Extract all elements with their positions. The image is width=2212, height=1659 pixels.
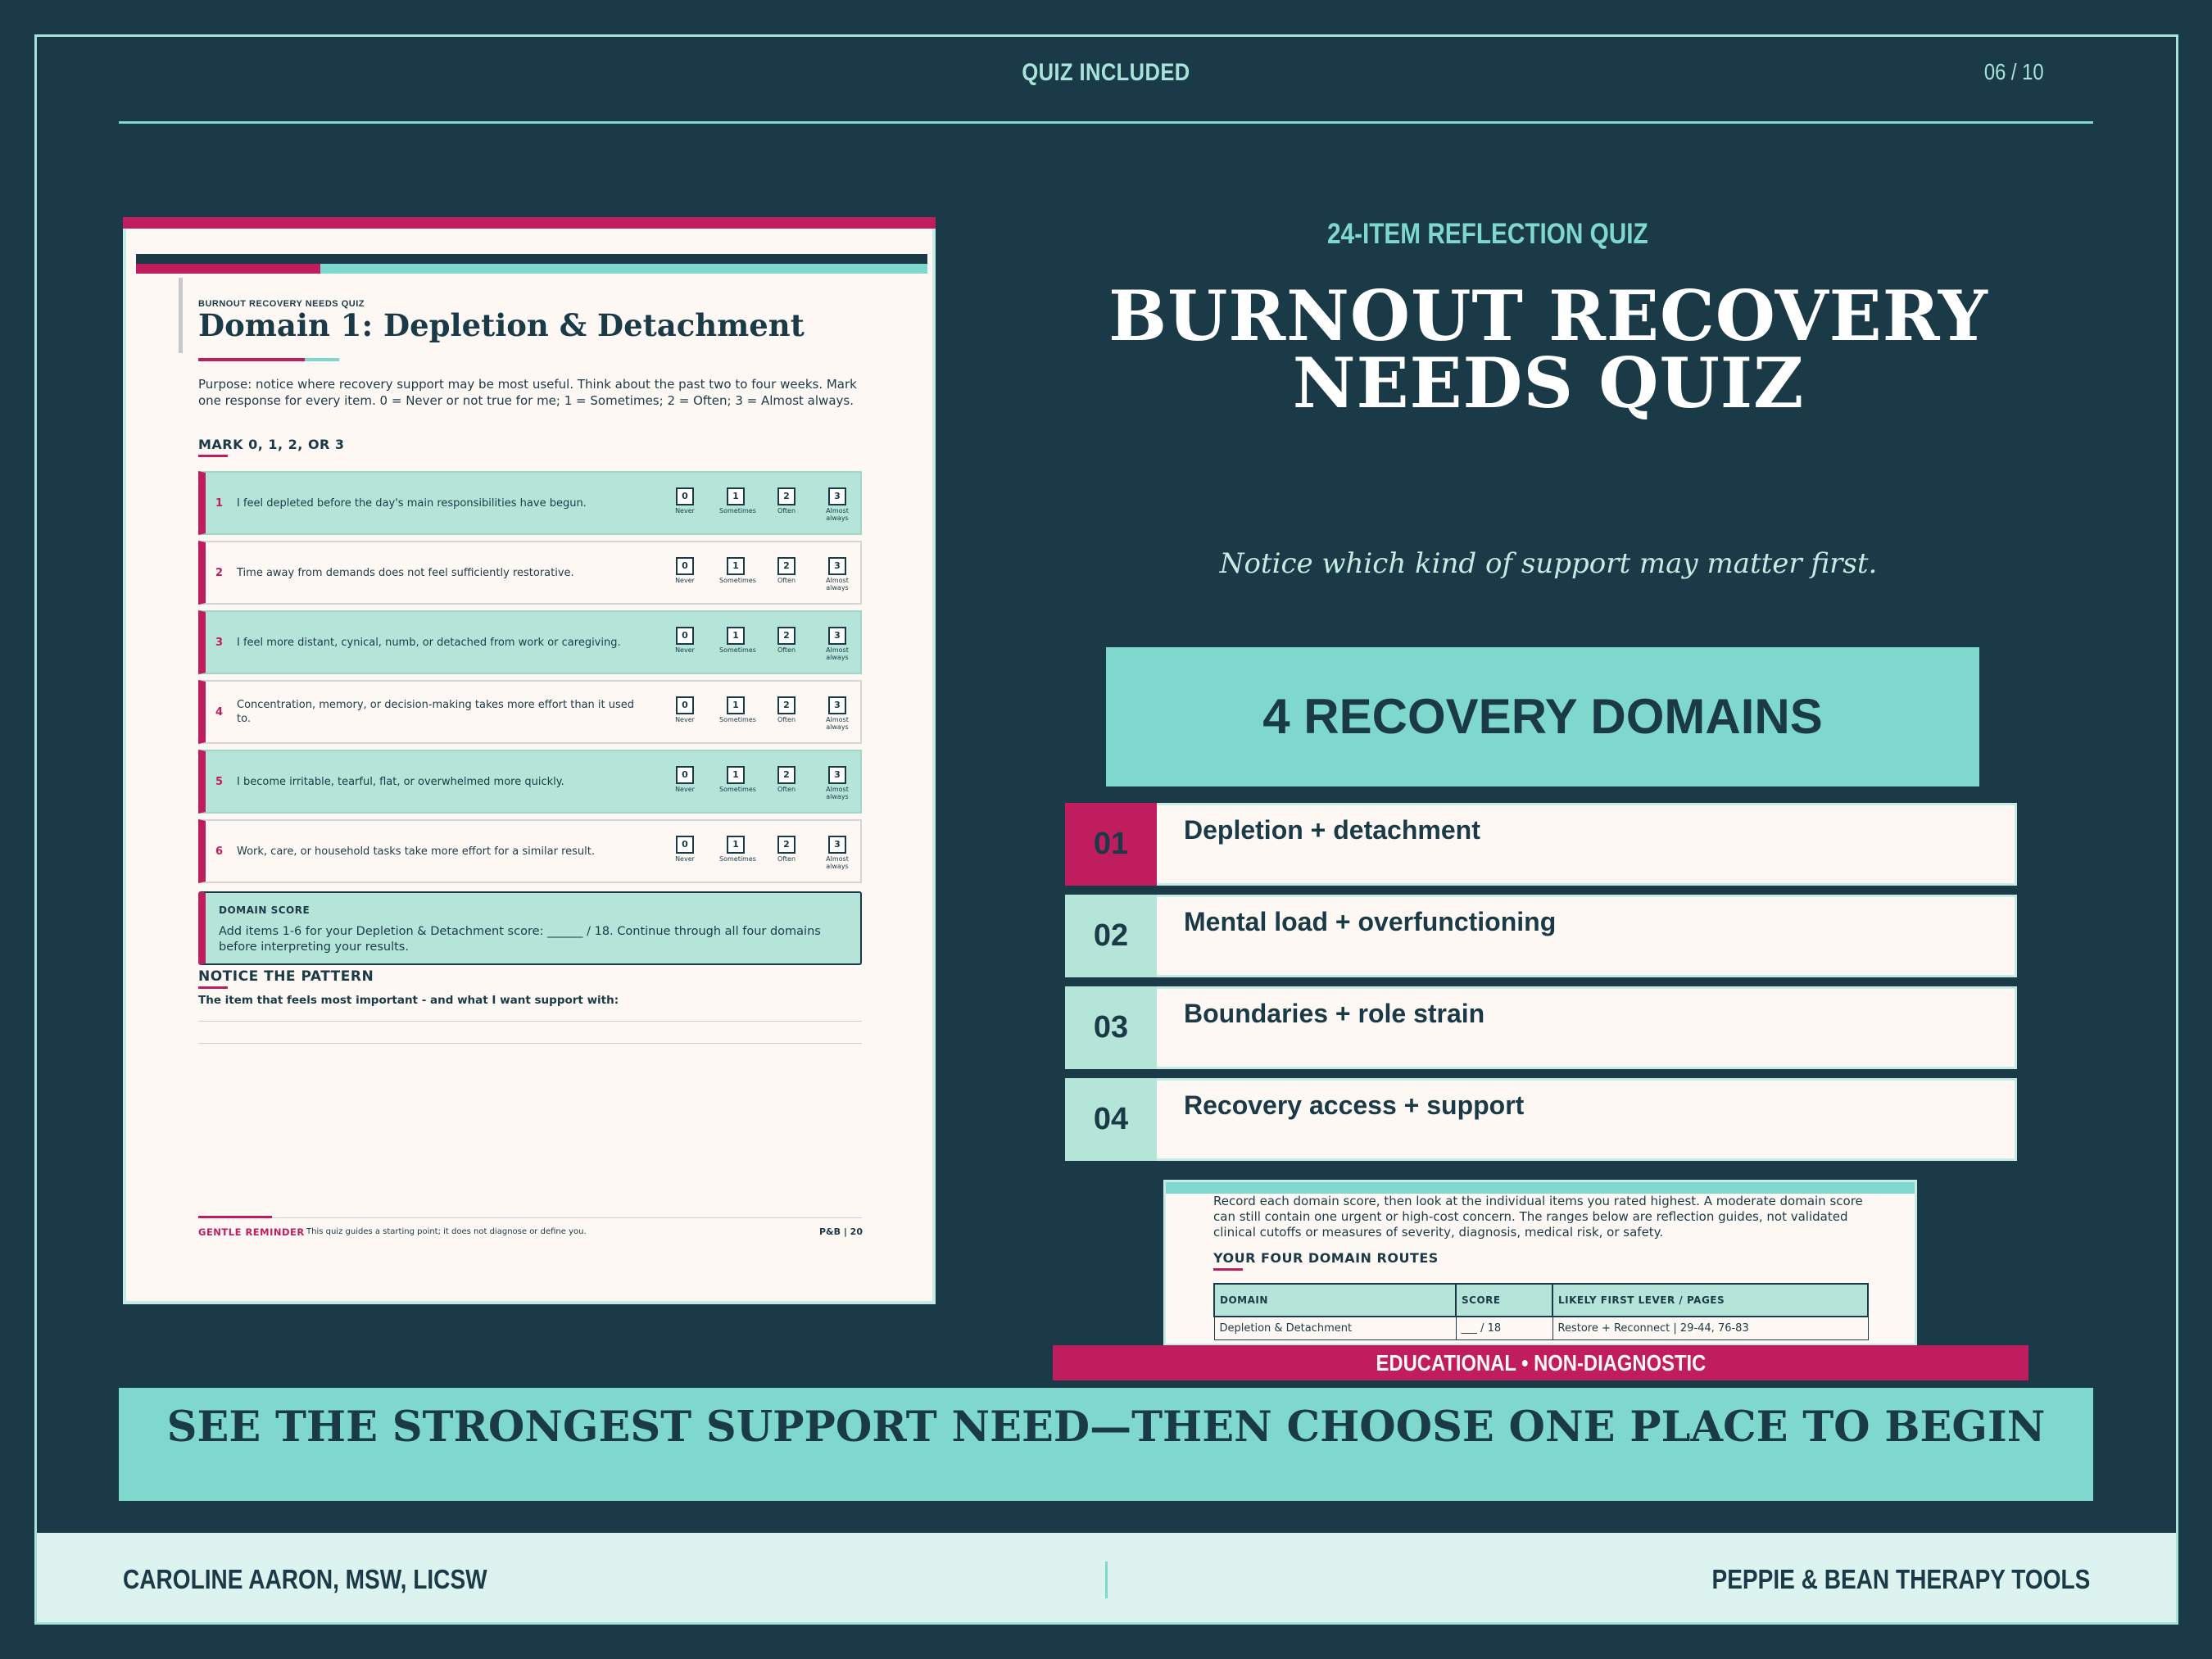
page-top-accent: [123, 217, 936, 229]
header-label: QUIZ INCLUDED: [1022, 59, 1190, 86]
page-band-accent: [136, 264, 927, 274]
domain-label: Boundaries + role strain: [1184, 999, 1485, 1028]
hero-title-line2: NEEDS QUIZ: [1292, 342, 1805, 424]
hero-title: [1057, 275, 2040, 424]
response-option[interactable]: [719, 696, 756, 723]
response-option[interactable]: [669, 766, 701, 793]
item-text: Work, care, or household tasks take more effort for a similar result.: [237, 845, 595, 858]
response-option[interactable]: [821, 696, 854, 731]
response-option[interactable]: [821, 627, 854, 661]
response-option[interactable]: [770, 696, 803, 723]
response-option[interactable]: [719, 766, 756, 793]
domain-number: 02: [1065, 895, 1157, 977]
item-text: I feel depleted before the day's main responsibilities have begun.: [237, 496, 587, 510]
domain-label: Mental load + overfunctioning: [1184, 907, 1557, 936]
response-label: Often: [777, 507, 796, 514]
response-checkbox[interactable]: 3: [828, 836, 846, 854]
response-checkbox[interactable]: 2: [777, 627, 796, 645]
response-option[interactable]: [669, 696, 701, 723]
routes-heading: YOUR FOUR DOMAIN ROUTES: [1213, 1250, 1439, 1266]
response-label: Sometimes: [719, 646, 756, 654]
item-text: Time away from demands does not feel sufficiently restorative.: [237, 566, 574, 579]
response-label: Almost always: [826, 577, 849, 592]
domain-row: [1065, 895, 2017, 977]
response-option[interactable]: [821, 557, 854, 592]
response-label: Never: [675, 577, 695, 584]
mark-heading: MARK 0, 1, 2, OR 3: [198, 437, 345, 452]
routes-underline: [1213, 1268, 1243, 1271]
response-label: Sometimes: [719, 577, 756, 584]
footer-brand: PEPPIE & BEAN THERAPY TOOLS: [1711, 1564, 2090, 1594]
domain-number: 04: [1065, 1078, 1157, 1161]
purpose-text: Purpose: notice where recovery support may be most useful. Think about the past two to four weeks. Mark one response for every item. 0 = Never or not true for me; 1 = Sometimes; 2 = Often; 3 = Almost always.: [198, 377, 857, 408]
quiz-items: [198, 471, 862, 889]
response-checkbox[interactable]: 3: [828, 557, 846, 575]
response-checkbox[interactable]: 0: [676, 627, 694, 645]
response-label: Often: [777, 855, 796, 863]
response-checkbox[interactable]: 0: [676, 557, 694, 575]
response-option[interactable]: [770, 836, 803, 863]
domain-score-text: Add items 1-6 for your Depletion & Detachment score: ______ / 18. Continue through all four domains before interpreting your results.: [219, 925, 821, 954]
response-label: Almost always: [826, 716, 849, 731]
preview-top-strip: [1166, 1182, 1915, 1194]
footer-accent: [198, 1216, 272, 1218]
domain-label: Depletion + detachment: [1184, 815, 1480, 845]
educational-badge: [1053, 1345, 2028, 1380]
response-label: Never: [675, 786, 695, 793]
results-paragraph: Record each domain score, then look at the individual items you rated highest. A moderate domain score can still contain one urgent or high-cost concern. The ranges below are reflection guides, not validated clinical cutoffs or measures of severity, diagnosis, medical risk, or safety.: [1213, 1194, 1863, 1240]
hero-title-line1: BURNOUT RECOVERY: [1108, 275, 1988, 356]
item-number: 5: [215, 776, 224, 788]
domain-label: Recovery access + support: [1184, 1090, 1525, 1120]
mark-underline: [198, 455, 228, 457]
response-checkbox[interactable]: 3: [828, 696, 846, 714]
response-label: Almost always: [826, 646, 849, 661]
response-option[interactable]: [770, 766, 803, 793]
item-number: 1: [215, 497, 224, 510]
response-option[interactable]: [719, 836, 756, 863]
response-checkbox[interactable]: 3: [828, 627, 846, 645]
response-checkbox[interactable]: 1: [727, 696, 745, 714]
response-option[interactable]: [669, 487, 701, 514]
response-options: [669, 766, 857, 807]
page-band: [136, 254, 927, 264]
response-label: Sometimes: [719, 507, 756, 514]
response-option[interactable]: [770, 487, 803, 514]
response-options: [669, 557, 857, 598]
table-cell: ___ / 18: [1456, 1317, 1552, 1340]
response-label: Never: [675, 507, 695, 514]
response-checkbox[interactable]: 1: [727, 627, 745, 645]
response-options: [669, 836, 857, 877]
item-number: 6: [215, 845, 224, 858]
response-checkbox[interactable]: 0: [676, 766, 694, 784]
response-checkbox[interactable]: 0: [676, 696, 694, 714]
response-checkbox[interactable]: 3: [828, 487, 846, 505]
quiz-item: [198, 680, 862, 744]
cta-banner: [119, 1388, 2093, 1501]
item-text: I feel more distant, cynical, numb, or detached from work or caregiving.: [237, 636, 621, 649]
quiz-item: [198, 471, 862, 535]
item-text: Concentration, memory, or decision-making takes more effort than it used to.: [237, 699, 635, 725]
quiz-item: [198, 541, 862, 605]
response-option[interactable]: [821, 766, 854, 800]
title-underline: [198, 358, 305, 361]
response-option[interactable]: [821, 487, 854, 522]
domain-score-title: DOMAIN SCORE: [219, 904, 310, 916]
domains-heading: 4 RECOVERY DOMAINS: [1106, 647, 1979, 786]
footer: [37, 1533, 2176, 1622]
quiz-item: [198, 819, 862, 883]
response-option[interactable]: [719, 487, 756, 514]
response-label: Often: [777, 786, 796, 793]
educational-badge-text: EDUCATIONAL • NON-DIAGNOSTIC: [1376, 1350, 1706, 1376]
quiz-item: [198, 610, 862, 674]
response-label: Often: [777, 716, 796, 723]
response-option[interactable]: [770, 557, 803, 584]
page-indicator: 06 / 10: [1984, 59, 2044, 84]
response-option[interactable]: [770, 627, 803, 654]
quiz-page-preview: [123, 217, 936, 1304]
notice-prompt: The item that feels most important - and what I want support with:: [198, 994, 619, 1007]
domain-row: [1065, 1078, 2017, 1161]
domain-number: 03: [1065, 986, 1157, 1069]
table-header: SCORE: [1456, 1284, 1552, 1317]
gentle-reminder-label: GENTLE REMINDER: [198, 1226, 305, 1238]
notice-heading: NOTICE THE PATTERN: [198, 968, 374, 985]
response-checkbox[interactable]: 1: [727, 836, 745, 854]
gentle-reminder-text: This quiz guides a starting point; it does not diagnose or define you.: [306, 1227, 587, 1236]
page-footer-number: P&B | 20: [818, 1226, 863, 1237]
item-number: 3: [215, 637, 224, 649]
domain-row: [1065, 803, 2017, 886]
response-label: Often: [777, 646, 796, 654]
hero-tagline: Notice which kind of support may matter first.: [1219, 547, 1878, 580]
domain-score-box: [198, 891, 862, 965]
domain-row: [1065, 986, 2017, 1069]
response-label: Sometimes: [719, 716, 756, 723]
item-number: 2: [215, 567, 224, 579]
response-option[interactable]: [719, 557, 756, 584]
item-number: 4: [215, 706, 224, 718]
write-line: [198, 1021, 862, 1022]
response-options: [669, 487, 857, 528]
results-page-preview: [1163, 1180, 1917, 1346]
routes-table: [1213, 1283, 1869, 1340]
response-checkbox[interactable]: 2: [777, 557, 796, 575]
response-option[interactable]: [669, 627, 701, 654]
item-text: I become irritable, tearful, flat, or overwhelmed more quickly.: [237, 775, 564, 788]
response-label: Almost always: [826, 507, 849, 522]
response-checkbox[interactable]: 1: [727, 557, 745, 575]
response-checkbox[interactable]: 3: [828, 766, 846, 784]
table-row: [1214, 1317, 1868, 1340]
response-label: Almost always: [826, 786, 849, 800]
response-checkbox[interactable]: 2: [777, 836, 796, 854]
title-underline-accent: [305, 358, 339, 361]
table-header: LIKELY FIRST LEVER / PAGES: [1552, 1284, 1868, 1317]
response-label: Never: [675, 716, 695, 723]
page-eyebrow: BURNOUT RECOVERY NEEDS QUIZ: [198, 299, 365, 309]
footer-author: CAROLINE AARON, MSW, LICSW: [123, 1564, 487, 1594]
response-option[interactable]: [669, 836, 701, 863]
response-option[interactable]: [821, 836, 854, 870]
response-label: Never: [675, 855, 695, 863]
hero-eyebrow: 24-ITEM REFLECTION QUIZ: [1327, 218, 1648, 250]
response-options: [669, 696, 857, 737]
quiz-item: [198, 750, 862, 814]
response-option[interactable]: [719, 627, 756, 654]
table-cell: Restore + Reconnect | 29-44, 76-83: [1552, 1317, 1868, 1340]
table-header: DOMAIN: [1214, 1284, 1456, 1317]
response-options: [669, 627, 857, 668]
response-label: Sometimes: [719, 855, 756, 863]
table-cell: Depletion & Detachment: [1214, 1317, 1456, 1340]
response-checkbox[interactable]: 2: [777, 696, 796, 714]
response-option[interactable]: [669, 557, 701, 584]
domain-number: 01: [1065, 803, 1157, 886]
notice-underline: [198, 986, 228, 989]
write-line: [198, 1043, 862, 1044]
response-label: Never: [675, 646, 695, 654]
response-label: Often: [777, 577, 796, 584]
footer-divider: [1105, 1562, 1108, 1598]
cta-banner-text: SEE THE STRONGEST SUPPORT NEED—THEN CHOOSE ONE PLACE TO BEGIN: [166, 1403, 2046, 1452]
response-checkbox[interactable]: 2: [777, 487, 796, 505]
response-checkbox[interactable]: 1: [727, 487, 745, 505]
footer-rule: [272, 1217, 862, 1218]
response-checkbox[interactable]: 0: [676, 487, 694, 505]
response-checkbox[interactable]: 2: [777, 766, 796, 784]
response-checkbox[interactable]: 0: [676, 836, 694, 854]
header-divider: [119, 121, 2093, 124]
response-label: Sometimes: [719, 786, 756, 793]
page-title-rule: [179, 278, 183, 353]
response-checkbox[interactable]: 1: [727, 766, 745, 784]
response-label: Almost always: [826, 855, 849, 870]
page-title: Domain 1: Depletion & Detachment: [198, 307, 805, 343]
